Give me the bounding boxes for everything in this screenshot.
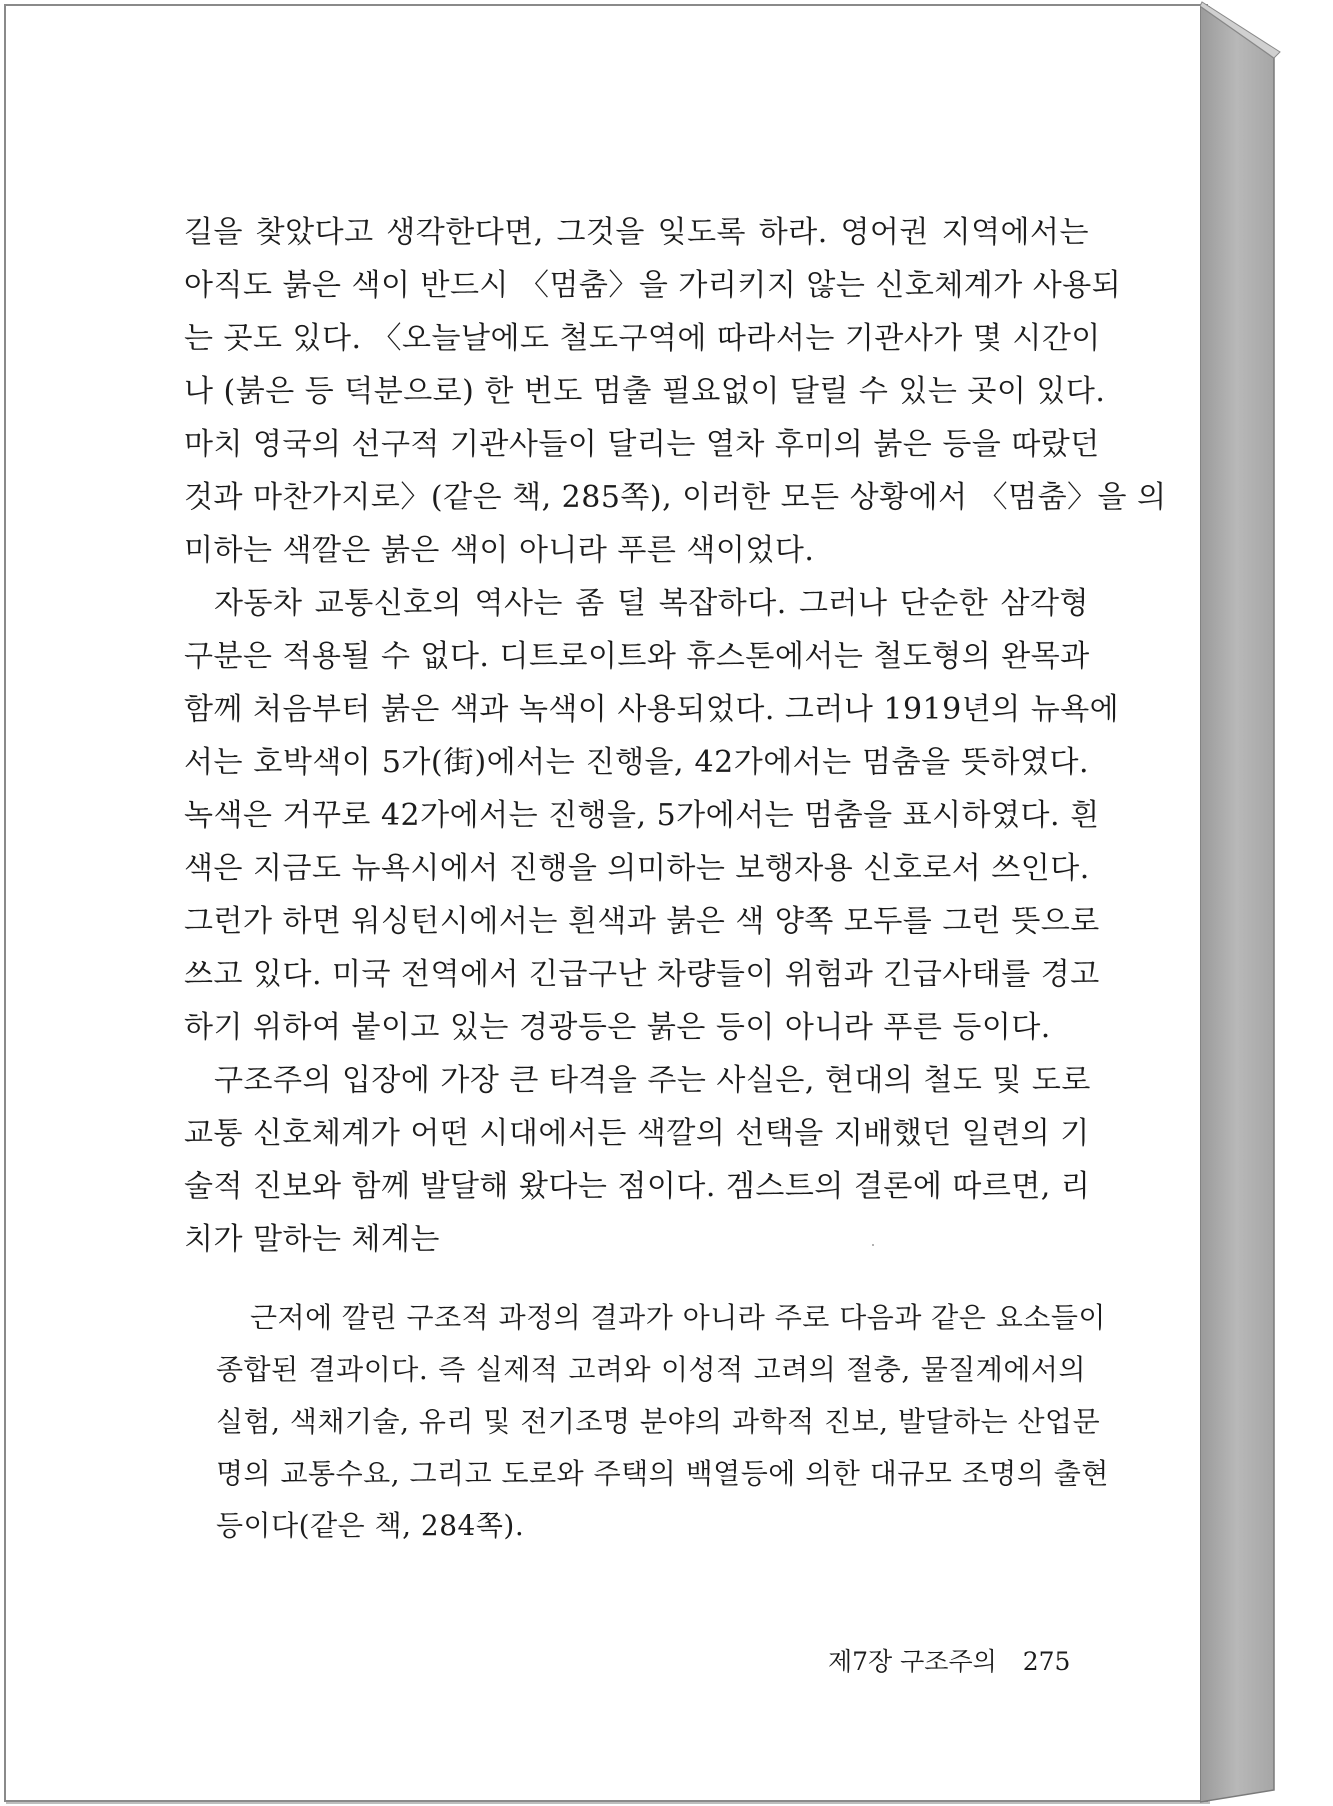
page-number: 275 [1022,1647,1071,1676]
quote-line: 근저에 깔린 구조적 과정의 결과가 아니라 주로 다음과 같은 요소들이 [250,1301,1106,1334]
text-line: 는 곳도 있다. 〈오늘날에도 철도구역에 따라서는 기관사가 몇 시간이 [184,321,1101,356]
text-line: 하기 위하여 붙이고 있는 경광등은 붉은 등이 아니라 푸른 등이다. [184,1010,1051,1045]
book-spine-side [1200,0,1333,1806]
text-line: 길을 찾았다고 생각한다면, 그것을 잊도록 하라. 영어권 지역에서는 [184,215,1089,250]
text-line: 나 (붉은 등 덕분으로) 한 번도 멈출 필요없이 달릴 수 있는 곳이 있다. [184,374,1106,409]
body-text [184,206,1167,1266]
block-quote [216,1292,1109,1552]
text-line: 함께 처음부터 붉은 색과 녹색이 사용되었다. 그러나 1919년의 뉴욕에 [184,692,1120,727]
quote-line: 명의 교통수요, 그리고 도로와 주택의 백열등에 의한 대규모 조명의 출현 [216,1457,1109,1490]
quote-line: 실험, 색채기술, 유리 및 전기조명 분야의 과학적 진보, 발달하는 산업문 [216,1405,1101,1438]
quote-line: 종합된 결과이다. 즉 실제적 고려와 이성적 고려의 절충, 물질계에서의 [216,1353,1086,1386]
text-line: 치가 말하는 체계는 [184,1222,440,1257]
scan-speck [872,1244,874,1246]
text-line: 교통 신호체계가 어떤 시대에서든 색깔의 선택을 지배했던 일련의 기 [184,1116,1090,1151]
text-line: 색은 지금도 뉴욕시에서 진행을 의미하는 보행자용 신호로서 쓰인다. [184,851,1090,886]
text-line: 아직도 붉은 색이 반드시 〈멈춤〉을 가리키지 않는 신호체계가 사용되 [184,268,1122,303]
book-side-graphic [1200,0,1333,1806]
text-line: 것과 마찬가지로〉(같은 책, 285쪽), 이러한 모든 상황에서 〈멈춤〉을 의 [184,480,1167,515]
text-line: 그런가 하면 워싱턴시에서는 흰색과 붉은 색 양쪽 모두를 그런 뜻으로 [184,904,1100,939]
book-page [4,4,1208,1802]
quote-line: 등이다(같은 책, 284쪽). [216,1509,525,1542]
running-footer-chapter: 제7장 구조주의 [828,1647,997,1676]
text-line: 미하는 색깔은 붉은 색이 아니라 푸른 색이었다. [184,533,815,568]
paragraph-start-line: 자동차 교통신호의 역사는 좀 덜 복잡하다. 그러나 단순한 삼각형 [214,586,1089,621]
text-line: 서는 호박색이 5가(街)에서는 진행을, 42가에서는 멈춤을 뜻하였다. [184,745,1089,780]
paragraph-start-line: 구조주의 입장에 가장 큰 타격을 주는 사실은, 현대의 철도 및 도로 [214,1063,1091,1098]
text-line: 구분은 적용될 수 없다. 디트로이트와 휴스톤에서는 철도형의 완목과 [184,639,1090,674]
text-line: 녹색은 거꾸로 42가에서는 진행을, 5가에서는 멈춤을 표시하였다. 흰 [184,798,1100,833]
text-line: 쓰고 있다. 미국 전역에서 긴급구난 차량들이 위험과 긴급사태를 경고 [184,957,1100,992]
page-footer [828,1646,1070,1678]
text-line: 술적 진보와 함께 발달해 왔다는 점이다. 겜스트의 결론에 따르면, 리 [184,1169,1091,1204]
text-line: 마치 영국의 선구적 기관사들이 달리는 열차 후미의 붉은 등을 따랐던 [184,427,1100,462]
